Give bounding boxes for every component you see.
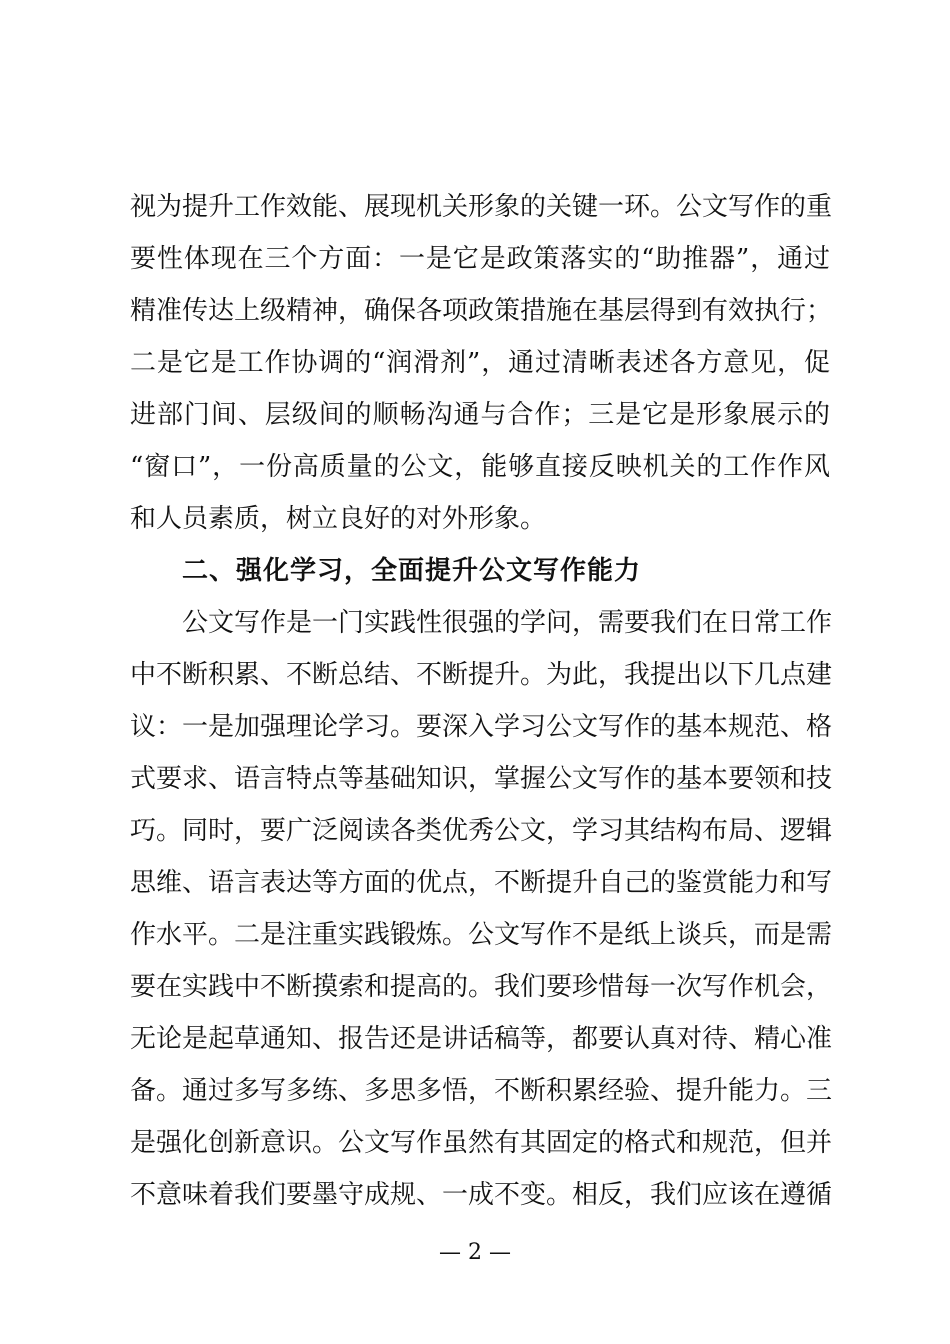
paragraph-line: 二是它是工作协调的“润滑剂”，通过清晰表述各方意见，促: [130, 348, 830, 378]
paragraph-line: 巧。同时，要广泛阅读各类优秀公文，学习其结构布局、逻辑: [130, 816, 833, 846]
paragraph-line: 思维、语言表达等方面的优点，不断提升自己的鉴赏能力和写: [130, 868, 833, 898]
paragraph-line: 备。通过多写多练、多思多悟，不断积累经验、提升能力。三: [130, 1076, 833, 1106]
page-number: — 2 —: [439, 1240, 511, 1265]
paragraph-line: 中不断积累、不断总结、不断提升。为此，我提出以下几点建: [130, 660, 833, 690]
paragraph-line: 要性体现在三个方面：一是它是政策落实的“助推器”，通过: [130, 244, 830, 274]
paragraph-line: 进部门间、层级间的顺畅沟通与合作；三是它是形象展示的: [130, 400, 830, 430]
paragraph-line: 精准传达上级精神，确保各项政策措施在基层得到有效执行；: [130, 296, 833, 326]
paragraph-line: 议：一是加强理论学习。要深入学习公文写作的基本规范、格: [130, 712, 833, 742]
paragraph-line: 不意味着我们要墨守成规、一成不变。相反，我们应该在遵循: [130, 1180, 833, 1210]
paragraph-line: 无论是起草通知、报告还是讲话稿等，都要认真对待、精心准: [130, 1024, 833, 1054]
paragraph-line: 和人员素质，树立良好的对外形象。: [130, 504, 547, 534]
paragraph-line: “窗口”，一份高质量的公文，能够直接反映机关的工作作风: [130, 452, 830, 482]
paragraph-line: 公文写作是一门实践性很强的学问，需要我们在日常工作: [182, 608, 833, 638]
paragraph-line: 视为提升工作效能、展现机关形象的关键一环。公文写作的重: [130, 192, 833, 222]
paragraph-line: 式要求、语言特点等基础知识，掌握公文写作的基本要领和技: [130, 764, 833, 794]
paragraph-line: 要在实践中不断摸索和提高的。我们要珍惜每一次写作机会，: [130, 972, 833, 1002]
paragraph-line: 作水平。二是注重实践锻炼。公文写作不是纸上谈兵，而是需: [130, 920, 833, 950]
section-heading: 二、强化学习，全面提升公文写作能力: [182, 556, 642, 586]
paragraph-line: 是强化创新意识。公文写作虽然有其固定的格式和规范，但并: [130, 1128, 833, 1158]
